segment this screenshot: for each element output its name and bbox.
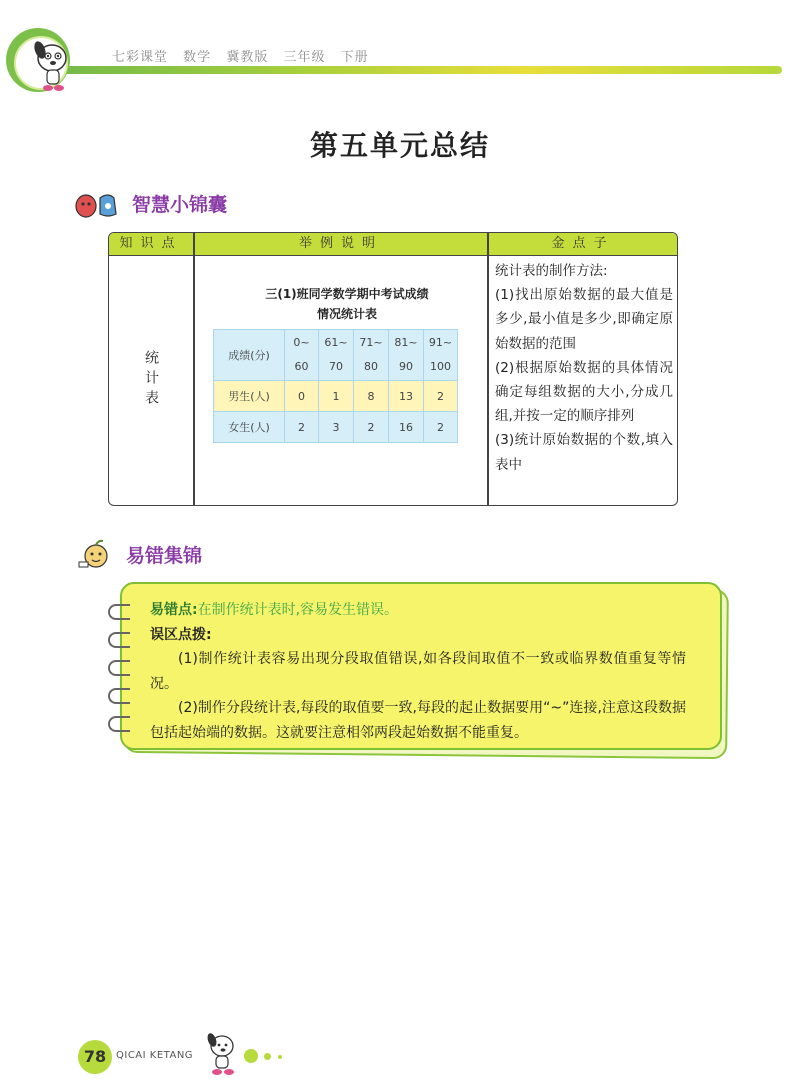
range-cell [424,330,458,381]
ring-icon [108,716,130,732]
tip-line: (2)根据原始数据的具体情况确定每组数据的大小,分成几组,并按一定的顺序排列 [495,359,673,425]
table-row [214,330,458,381]
cell: 8 [354,381,389,412]
header-subject: 数学 [183,50,212,65]
tips-text [495,259,673,477]
header-text [112,46,379,65]
range-cell [319,330,354,381]
page-title: 第五单元总结 [309,129,490,162]
ring-icon [108,660,130,676]
cell: 16 [389,412,424,443]
decor-dot [264,1053,271,1060]
tip-line: 统计表的制作方法: [495,263,608,279]
section-title-tips: 智慧小锦囊 [132,193,228,216]
section-heading-tips [74,188,227,218]
error-text: 在制作统计表时,容易发生错误。 [197,602,399,618]
tip-line: (1)找出原始数据的最大值是多少,最小值是多少,即确定原始数据的范围 [495,287,673,352]
row-label-girls: 女生(人) [214,412,285,443]
row-label-boys: 男生(人) [214,381,285,412]
col-header-knowledge: 知识点 [119,236,183,251]
ring-icon [108,688,130,704]
range-end: 80 [364,360,378,373]
cell: 2 [424,381,458,412]
range-end: 100 [430,360,451,373]
knowledge-table [108,232,678,506]
range-cell [285,330,319,381]
range-cell [389,330,424,381]
range-start: 91~ [428,336,453,349]
range-end: 60 [294,360,309,373]
decor-dot [244,1049,258,1063]
range-start: 61~ [324,336,348,349]
stat-table-title-2: 情况统计表 [316,307,377,321]
cell: 2 [424,412,458,443]
cell: 1 [319,381,354,412]
cell: 2 [354,412,389,443]
table-row [214,412,458,443]
divider [193,233,195,505]
score-label: 成绩(分) [214,330,285,381]
topic-label: 统计表 [143,350,159,410]
header-volume: 下册 [340,50,369,65]
col-header-example: 举例说明 [298,236,383,251]
range-start: 81~ [394,336,418,349]
error-line [150,598,686,623]
pouch-icon [74,188,122,218]
range-start: 71~ [359,336,383,349]
note-text [150,598,686,745]
error-label: 易错点: [150,602,198,618]
range-start: 0~ [293,336,310,349]
header-grade: 三年级 [283,50,326,65]
cell: 3 [319,412,354,443]
decor-dot [278,1055,282,1059]
header-series: 七彩课堂 [112,50,169,65]
cell: 2 [285,412,319,443]
range-cell [354,330,389,381]
range-end: 70 [329,360,343,373]
col-header-tips: 金点子 [551,236,615,251]
footer-brand: QICAI KETANG [116,1050,194,1061]
dog-mascot-icon [200,1028,244,1078]
guide-point: (2)制作分段统计表,每段的取值要一致,每段的起止数据要用“~”连接,注意这段数据包括起始端的数据。这就要注意相邻两段起始数据不能重复。 [150,700,686,741]
page-number: 78 [78,1040,112,1074]
ring-icon [108,632,130,648]
stat-table [213,329,458,443]
topic-cell [109,255,193,505]
header-edition: 冀教版 [226,50,269,65]
divider [487,233,489,505]
range-end: 90 [399,360,413,373]
header-bar [40,66,782,74]
stat-table-title-1: 三(1)班同学数学期中考试成绩 [265,287,429,301]
cell: 0 [285,381,319,412]
section-heading-errors [76,538,202,570]
guide-label: 误区点拨: [150,626,212,643]
ring-icon [108,604,130,620]
guide-point: (1)制作统计表容易出现分段取值错误,如各段间取值不一致或临界数值重复等情况。 [150,651,686,692]
cell: 13 [389,381,424,412]
tip-line: (3)统计原始数据的个数,填入表中 [495,432,673,473]
table-row [214,381,458,412]
section-title-errors: 易错集锦 [126,544,203,567]
dog-mascot-icon [22,30,82,96]
apple-mascot-icon [76,538,116,570]
